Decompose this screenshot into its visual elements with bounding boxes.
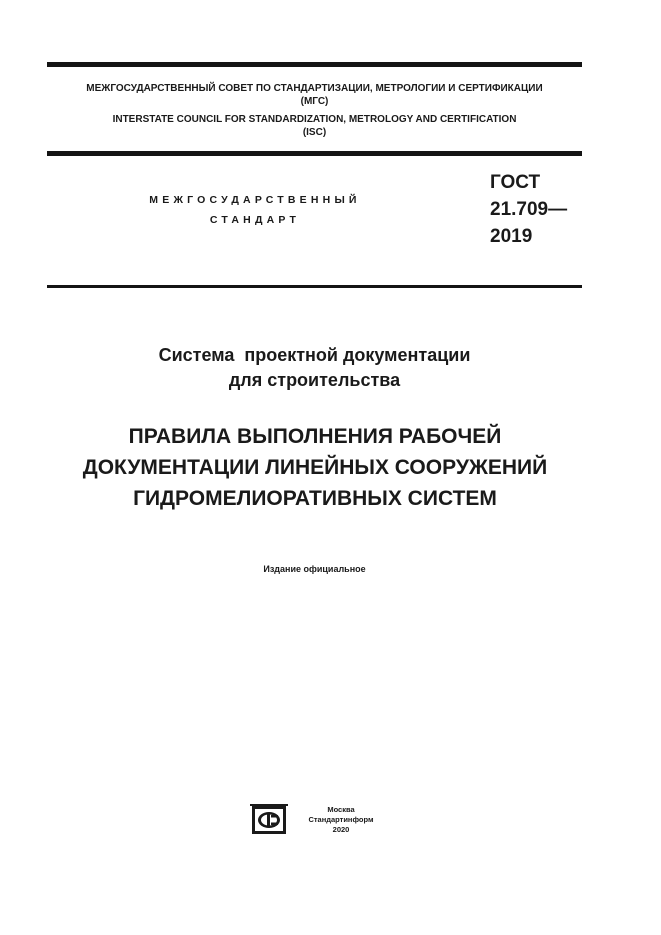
system-title-line2: для строительства xyxy=(228,370,401,390)
standartinform-logo-icon xyxy=(249,804,289,836)
edition-note: Издание официальное xyxy=(263,564,366,574)
publisher-year: 2020 xyxy=(332,825,350,834)
system-title-line1: Система проектной документации xyxy=(158,345,471,365)
gost-number: 21.709— xyxy=(490,199,568,220)
top-rule xyxy=(47,62,582,67)
council-en xyxy=(47,113,582,139)
council-ru-name: МЕЖГОСУДАРСТВЕННЫЙ СОВЕТ ПО СТАНДАРТИЗАЦИИ, МЕТРОЛОГИИ И СЕРТИФИКАЦИИ xyxy=(86,83,543,94)
publisher-name: Стандартинформ xyxy=(308,815,374,824)
document-system-title xyxy=(47,343,582,393)
designation-bottom-rule xyxy=(47,285,582,288)
gost-label: ГОСТ xyxy=(490,172,541,193)
title-line3: ГИДРОМЕЛИОРАТИВНЫХ СИСТЕМ xyxy=(133,487,497,510)
council-en-name: INTERSTATE COUNCIL FOR STANDARDIZATION, METROLOGY AND CERTIFICATION xyxy=(112,114,517,125)
council-ru-abbr: (МГС) xyxy=(300,96,329,107)
title-line1: ПРАВИЛА ВЫПОЛНЕНИЯ РАБОЧЕЙ xyxy=(128,425,502,448)
publisher-info xyxy=(296,805,386,835)
header-bottom-rule xyxy=(47,151,582,156)
gost-designation xyxy=(490,169,567,250)
standard-type xyxy=(110,190,400,230)
title-line2: ДОКУМЕНТАЦИИ ЛИНЕЙНЫХ СООРУЖЕНИЙ xyxy=(82,456,548,479)
document-title xyxy=(30,421,600,514)
standard-type-line1: МЕЖГОСУДАРСТВЕННЫЙ xyxy=(149,194,361,206)
council-ru xyxy=(47,82,582,108)
gost-year: 2019 xyxy=(490,226,533,247)
council-en-abbr: (ISC) xyxy=(302,127,327,138)
publisher-city: Москва xyxy=(327,805,355,814)
standard-type-line2: СТАНДАРТ xyxy=(209,214,301,226)
